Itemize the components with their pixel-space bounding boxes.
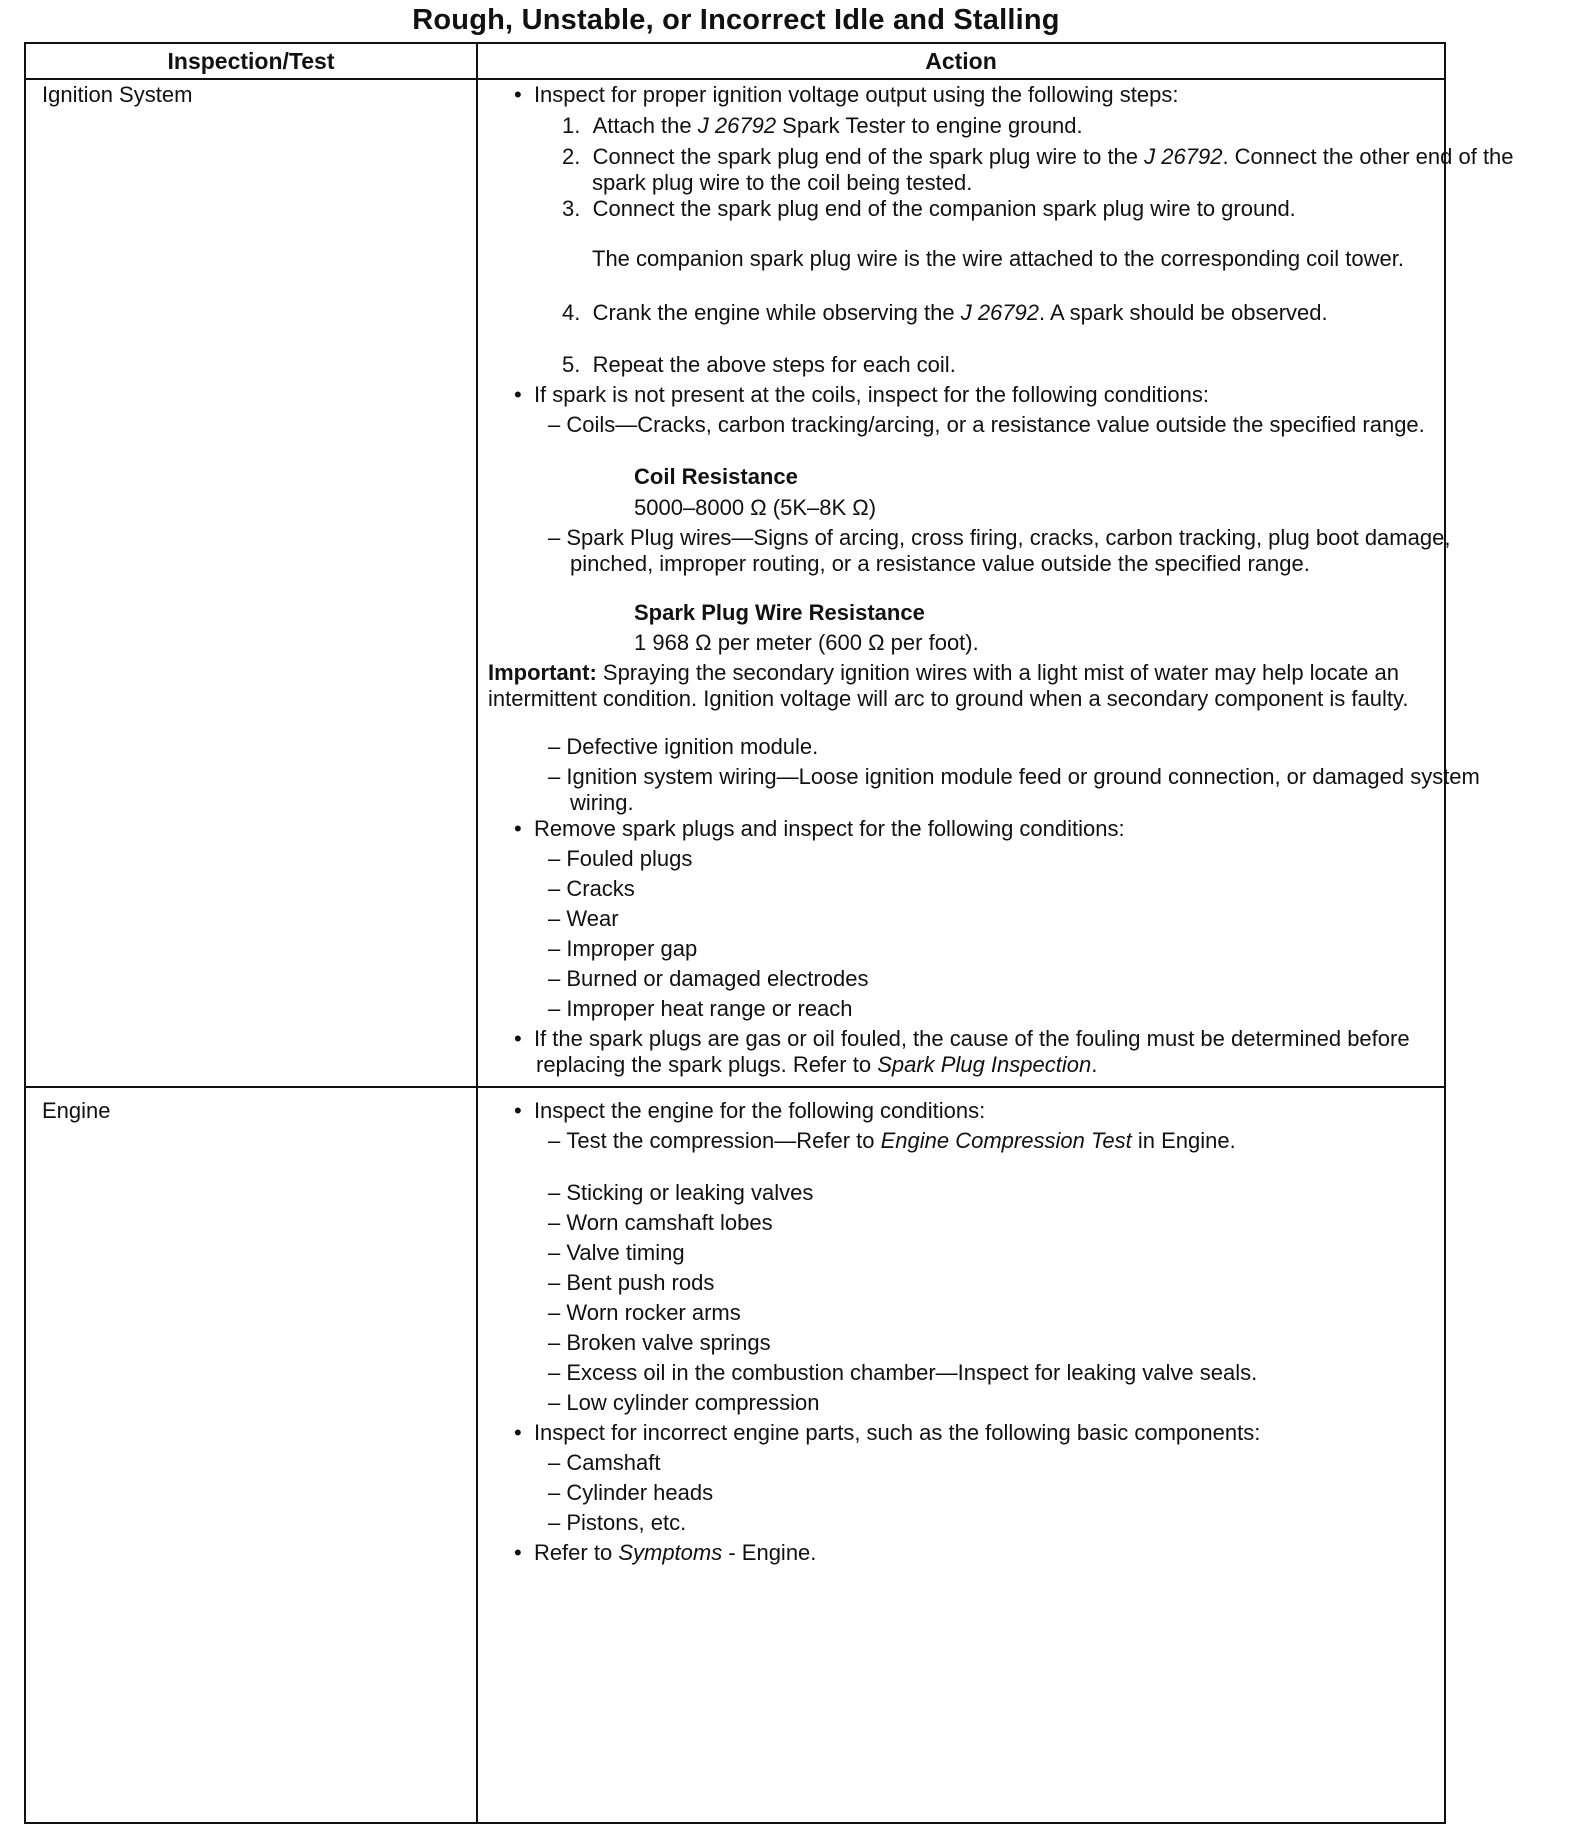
list-item: 3. Connect the spark plug end of the companion spark plug wire to ground. — [562, 196, 1296, 221]
list-item: – Fouled plugs — [548, 846, 693, 871]
list-item: – Cylinder heads — [548, 1480, 714, 1505]
list-item: – Defective ignition module. — [548, 734, 819, 759]
list-item: 1. Attach the J 26792 Spark Tester to engine ground. — [562, 113, 1083, 138]
list-item: – Cracks — [548, 876, 635, 901]
list-item: – Low cylinder compression — [548, 1390, 820, 1415]
list-item: • Inspect for incorrect engine parts, such as the following basic components: — [514, 1420, 1261, 1445]
row-divider — [26, 1086, 1444, 1088]
list-item: 2. Connect the spark plug end of the spark plug wire to the J 26792. Connect the other end of the spark plug wire to the coil being tested. — [562, 144, 1514, 195]
list-item: – Improper heat range or reach — [548, 996, 853, 1021]
list-item: • If spark is not present at the coils, inspect for the following conditions: — [514, 382, 1209, 407]
spec-value: 5000–8000 Ω (5K–8K Ω) — [634, 495, 877, 520]
reference-text: Spark Plug Inspection — [877, 1052, 1092, 1077]
list-item: – Worn rocker arms — [548, 1300, 741, 1325]
list-item: The companion spark plug wire is the wire attached to the corresponding coil tower. — [592, 246, 1404, 271]
list-item: – Broken valve springs — [548, 1330, 771, 1355]
list-item: – Worn camshaft lobes — [548, 1210, 773, 1235]
list-item: – Camshaft — [548, 1450, 661, 1475]
action-cell-ignition-system — [488, 82, 1514, 1082]
spec-heading: Spark Plug Wire Resistance — [634, 600, 925, 625]
action-cell-engine — [488, 1098, 1438, 1788]
header-action: Action — [925, 48, 997, 74]
table-header — [26, 44, 1444, 80]
list-item: • Remove spark plugs and inspect for the following conditions: — [514, 816, 1125, 841]
page-title: Rough, Unstable, or Incorrect Idle and Stalling — [412, 4, 1060, 36]
reference-text: J 26792 — [960, 300, 1039, 325]
list-item: – Coils—Cracks, carbon tracking/arcing, or a resistance value outside the specified range. — [548, 412, 1425, 437]
list-item: – Ignition system wiring—Loose ignition module feed or ground connection, or damaged system wiring. — [548, 764, 1480, 815]
list-item: • If the spark plugs are gas or oil fouled, the cause of the fouling must be determined before replacing the spark plugs. Refer to Spark Plug Inspection. — [514, 1026, 1410, 1077]
list-item: – Excess oil in the combustion chamber—Inspect for leaking valve seals. — [548, 1360, 1258, 1385]
diagnostic-table — [24, 42, 1514, 1824]
list-item: • Refer to Symptoms - Engine. — [514, 1540, 817, 1565]
column-divider — [476, 80, 478, 1822]
list-item: – Burned or damaged electrodes — [548, 966, 869, 991]
important-note: Important: Spraying the secondary ignition wires with a light mist of water may help locate an intermittent condition. Ignition voltage will arc to ground when a secondary component is faulty. — [488, 660, 1409, 711]
list-item: • Inspect for proper ignition voltage output using the following steps: — [514, 82, 1179, 107]
row-label-engine: Engine — [42, 1098, 111, 1123]
header-inspection-test: Inspection/Test — [26, 44, 478, 78]
reference-text: J 26792 — [1144, 144, 1223, 169]
list-item: 4. Crank the engine while observing the J 26792. A spark should be observed. — [562, 300, 1328, 325]
list-item: – Sticking or leaking valves — [548, 1180, 814, 1205]
list-item: – Pistons, etc. — [548, 1510, 687, 1535]
list-item: – Bent push rods — [548, 1270, 715, 1295]
list-item: – Improper gap — [548, 936, 698, 961]
list-item: – Spark Plug wires—Signs of arcing, cross firing, cracks, carbon tracking, plug boot damage, pinched, improper routing, or a resistance value outside the specified range. — [548, 525, 1451, 576]
spec-value: 1 968 Ω per meter (600 Ω per foot). — [634, 630, 979, 655]
row-label-ignition-system: Ignition System — [42, 82, 193, 107]
list-item: – Wear — [548, 906, 619, 931]
list-item: 5. Repeat the above steps for each coil. — [562, 352, 956, 377]
list-item: – Test the compression—Refer to Engine Compression Test in Engine. — [548, 1128, 1236, 1153]
list-item: • Inspect the engine for the following conditions: — [514, 1098, 986, 1123]
list-item: – Valve timing — [548, 1240, 685, 1265]
reference-text: Symptoms — [618, 1540, 723, 1565]
reference-text: Engine Compression Test — [880, 1128, 1132, 1153]
spec-heading: Coil Resistance — [634, 464, 798, 489]
reference-text: J 26792 — [697, 113, 777, 138]
